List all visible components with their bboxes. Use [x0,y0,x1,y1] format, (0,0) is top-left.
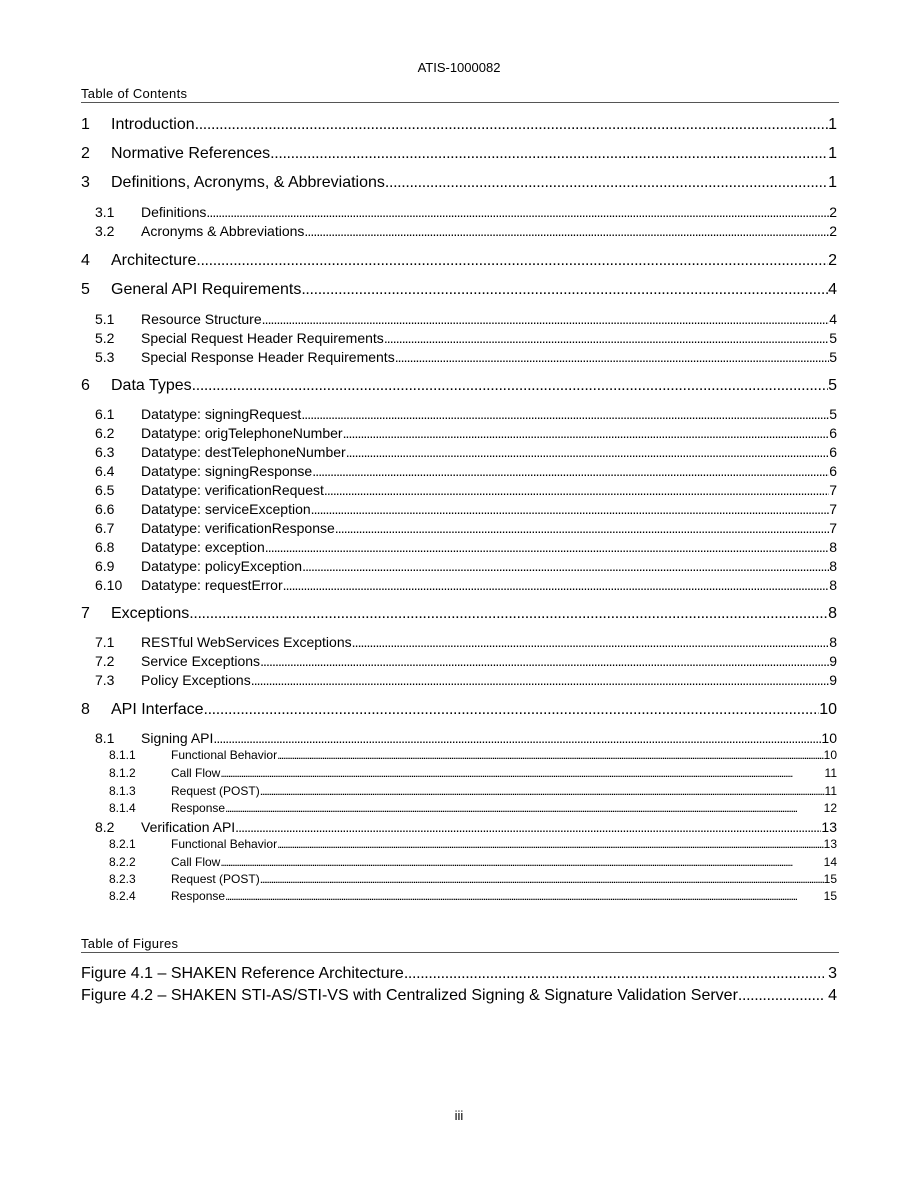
dot-leader [352,634,830,650]
toc-entry-title: Datatype: verificationResponse [141,520,335,536]
toc-entry-title: General API Requirements [111,281,302,298]
toc-entry-title: Datatype: exception [141,539,265,555]
toc-entry-number: 5.3 [95,349,115,365]
toc-entry-number: 8.2.1 [109,837,136,851]
toc-entry-title: API Interface [111,701,204,718]
toc-entry-title: Acronyms & Abbreviations [141,223,305,239]
toc-entry[interactable] [81,174,837,192]
toc-entry[interactable] [81,748,837,762]
dot-leader [235,819,821,835]
toc-entry-number: 7 [81,605,90,622]
toc-entry-title: Response [171,889,226,903]
toc-entry-title: Introduction [111,116,195,133]
dot-leader [277,748,824,762]
dot-leader [204,701,820,719]
toc-entry-number: 4 [81,252,90,269]
dot-leader [251,672,829,688]
dot-leader [192,377,828,395]
figure-entry[interactable] [81,965,837,983]
toc-entry[interactable] [81,872,837,886]
figure-entry-page: 3 [828,965,837,982]
toc-entry-number: 8.1.4 [109,801,136,815]
toc-entry-page: 6 [829,444,837,460]
toc-entry-page: 6 [829,463,837,479]
dot-leader [395,349,830,365]
toc-entry-page: 13 [823,837,837,851]
toc-entry[interactable] [81,784,837,798]
toc-entry-page: 5 [829,330,837,346]
toc-entry-page: 7 [829,520,837,536]
figure-entry-title: Figure 4.2 – SHAKEN STI-AS/STI-VS with Centralized Signing & Signature Validation Server [81,987,738,1004]
toc-entry-page: 2 [829,223,837,239]
toc-entry-number: 8.2.2 [109,855,136,869]
toc-entry[interactable] [81,701,837,719]
toc-entry-title: Datatype: signingRequest [141,406,302,422]
toc-entry-page: 7 [829,482,837,498]
toc-entry-number: 6.3 [95,444,115,460]
dot-leader [302,558,829,574]
toc-entry[interactable] [81,444,837,460]
toc-entry-number: 7.1 [95,634,115,650]
dot-leader [301,281,828,299]
toc-entry[interactable] [81,252,837,270]
dot-leader [220,766,824,780]
toc-entry[interactable] [81,311,837,327]
toc-entry-title: Request (POST) [171,784,260,798]
toc-entry[interactable] [81,145,837,163]
toc-entry-page: 2 [829,204,837,220]
toc-entry-number: 6.5 [95,482,115,498]
toc-entry-title: Definitions [141,204,207,220]
toc-entry-number: 7.2 [95,653,115,669]
figure-entry-page: 4 [828,987,837,1004]
toc-entry[interactable] [81,425,837,441]
toc-entry-title: Data Types [111,377,192,394]
dot-leader [277,837,824,851]
figure-entry[interactable] [81,987,837,1005]
toc-entry-page: 1 [828,116,837,133]
toc-entry-number: 3 [81,174,90,191]
toc-entry-page: 11 [824,784,837,798]
toc-entry-number: 6.2 [95,425,115,441]
toc-entry[interactable] [81,837,837,851]
toc-entry-page: 5 [829,349,837,365]
toc-entry-page: 2 [828,252,837,269]
toc-entry-page: 7 [829,501,837,517]
toc-entry[interactable] [81,204,837,220]
toc-entry[interactable] [81,463,837,479]
toc-entry-title: Datatype: serviceException [141,501,311,517]
toc-entry-number: 6.1 [95,406,115,422]
dot-leader [213,730,821,746]
dot-leader [260,872,824,886]
toc-entry-page: 1 [828,174,837,191]
toc-entry-title: Datatype: policyException [141,558,303,574]
toc-entry[interactable] [81,577,837,593]
toc-entry-page: 5 [828,377,837,394]
dot-leader [265,539,829,555]
toc-entry-title: RESTful WebServices Exceptions [141,634,352,650]
document-id: ATIS-1000082 [417,60,501,75]
figures-heading: Table of Figures [81,936,839,953]
dot-leader [225,889,824,903]
toc-entry[interactable] [81,349,837,365]
toc-entry[interactable] [81,539,837,555]
toc-entry[interactable] [81,605,837,623]
toc-entry-number: 7.3 [95,672,115,688]
toc-entry-page: 4 [828,281,837,298]
toc-entry-title: Service Exceptions [141,653,261,669]
toc-entry-title: Call Flow [171,855,221,869]
toc-entry-title: Special Response Header Requirements [141,349,395,365]
dot-leader [324,482,829,498]
toc-entry-title: Datatype: verificationRequest [141,482,324,498]
toc-entry-number: 8.2.3 [109,872,136,886]
toc-entry-page: 11 [824,766,837,780]
toc-entry-number: 6.9 [95,558,115,574]
toc-entry-page: 10 [823,748,837,762]
toc-entry-page: 14 [823,855,837,869]
toc-entry-number: 5.1 [95,311,115,327]
toc-entry-number: 3.1 [95,204,115,220]
toc-entry-title: Datatype: signingResponse [141,463,313,479]
toc-entry-title: Signing API [141,730,214,746]
dot-leader [311,501,830,517]
toc-entry-title: Request (POST) [171,872,260,886]
toc-entry-title: Verification API [141,819,236,835]
dot-leader [335,520,829,536]
toc-entry-title: Call Flow [171,766,221,780]
toc-entry[interactable] [81,377,837,395]
toc-heading: Table of Contents [81,86,839,103]
toc-entry[interactable] [81,223,837,239]
toc-entry-number: 6 [81,377,90,394]
toc-entry-title: Datatype: origTelephoneNumber [141,425,343,441]
toc-entry-page: 8 [828,605,837,622]
dot-leader [206,204,829,220]
dot-leader [195,116,828,134]
toc-entry-title: Functional Behavior [171,837,278,851]
toc-entry-number: 6.6 [95,501,115,517]
toc-entry-number: 6.7 [95,520,115,536]
dot-leader [260,653,829,669]
toc-entry-title: Functional Behavior [171,748,278,762]
toc-entry-number: 8.2 [95,819,115,835]
toc-entry-number: 8.2.4 [109,889,136,903]
dot-leader [385,174,828,192]
toc-entry-title: Architecture [111,252,197,269]
toc-entry-title: Policy Exceptions [141,672,251,688]
toc-entry-number: 8.1.2 [109,766,136,780]
dot-leader [404,965,824,983]
toc-entry-page: 15 [823,872,837,886]
toc-entry-number: 6.8 [95,539,115,555]
toc-entry-page: 13 [821,819,837,835]
toc-entry-title: Exceptions [111,605,190,622]
dot-leader [262,311,830,327]
toc-entry[interactable] [81,634,837,650]
toc-entry-page: 9 [829,672,837,688]
toc-entry-title: Special Request Header Requirements [141,330,384,346]
dot-leader [304,223,829,239]
toc-entry-title: Resource Structure [141,311,262,327]
toc-entry-number: 1 [81,116,90,133]
toc-entry[interactable] [81,819,837,835]
toc-entry-title: Definitions, Acronyms, & Abbreviations [111,174,385,191]
toc-entry-page: 6 [829,425,837,441]
toc-entry-title: Datatype: destTelephoneNumber [141,444,346,460]
toc-entry-page: 8 [829,558,837,574]
toc-entry-title: Normative References [111,145,271,162]
toc-entry-number: 2 [81,145,90,162]
toc-entry-page: 9 [829,653,837,669]
dot-leader [343,425,830,441]
toc-entry-number: 5.2 [95,330,115,346]
toc-entry-page: 4 [829,311,837,327]
toc-entry-number: 6.10 [95,577,123,593]
dot-leader [312,463,829,479]
toc-entry-page: 10 [819,701,837,718]
toc-entry-number: 8.1 [95,730,115,746]
toc-entry[interactable] [81,672,837,688]
toc-entry-number: 5 [81,281,90,298]
toc-entry[interactable] [81,116,837,134]
toc-entry-number: 8.1.3 [109,784,136,798]
toc-entry-page: 10 [821,730,837,746]
dot-leader [283,577,830,593]
dot-leader [270,145,828,163]
toc-entry-title: Datatype: requestError [141,577,283,593]
dot-leader [225,801,824,815]
toc-entry-page: 12 [823,801,837,815]
toc-entry[interactable] [81,889,837,903]
toc-entry[interactable] [81,406,837,422]
toc-entry-page: 1 [828,145,837,162]
toc-entry-page: 5 [829,406,837,422]
toc-entry[interactable] [81,482,837,498]
dot-leader [189,605,828,623]
page-number: iii [454,1108,464,1123]
toc-entry-number: 6.4 [95,463,115,479]
toc-entry[interactable] [81,520,837,536]
toc-entry-number: 8.1.1 [109,748,136,762]
toc-entry[interactable] [81,653,837,669]
toc-entry[interactable] [81,730,837,746]
toc-entry[interactable] [81,766,837,780]
dot-leader [301,406,829,422]
toc-entry[interactable] [81,558,837,574]
toc-entry-title: Response [171,801,226,815]
toc-entry[interactable] [81,281,837,299]
dot-leader [738,987,824,1005]
toc-entry-page: 8 [829,634,837,650]
toc-entry-page: 8 [829,577,837,593]
toc-entry-number: 8 [81,701,90,718]
dot-leader [346,444,830,460]
toc-entry-number: 3.2 [95,223,115,239]
dot-leader [384,330,829,346]
toc-entry[interactable] [81,855,837,869]
figure-entry-title: Figure 4.1 – SHAKEN Reference Architecture [81,965,404,982]
toc-entry-page: 15 [823,889,837,903]
dot-leader [260,784,825,798]
dot-leader [196,252,828,270]
toc-entry[interactable] [81,801,837,815]
toc-entry[interactable] [81,501,837,517]
toc-entry-page: 8 [829,539,837,555]
toc-entry[interactable] [81,330,837,346]
dot-leader [220,855,823,869]
